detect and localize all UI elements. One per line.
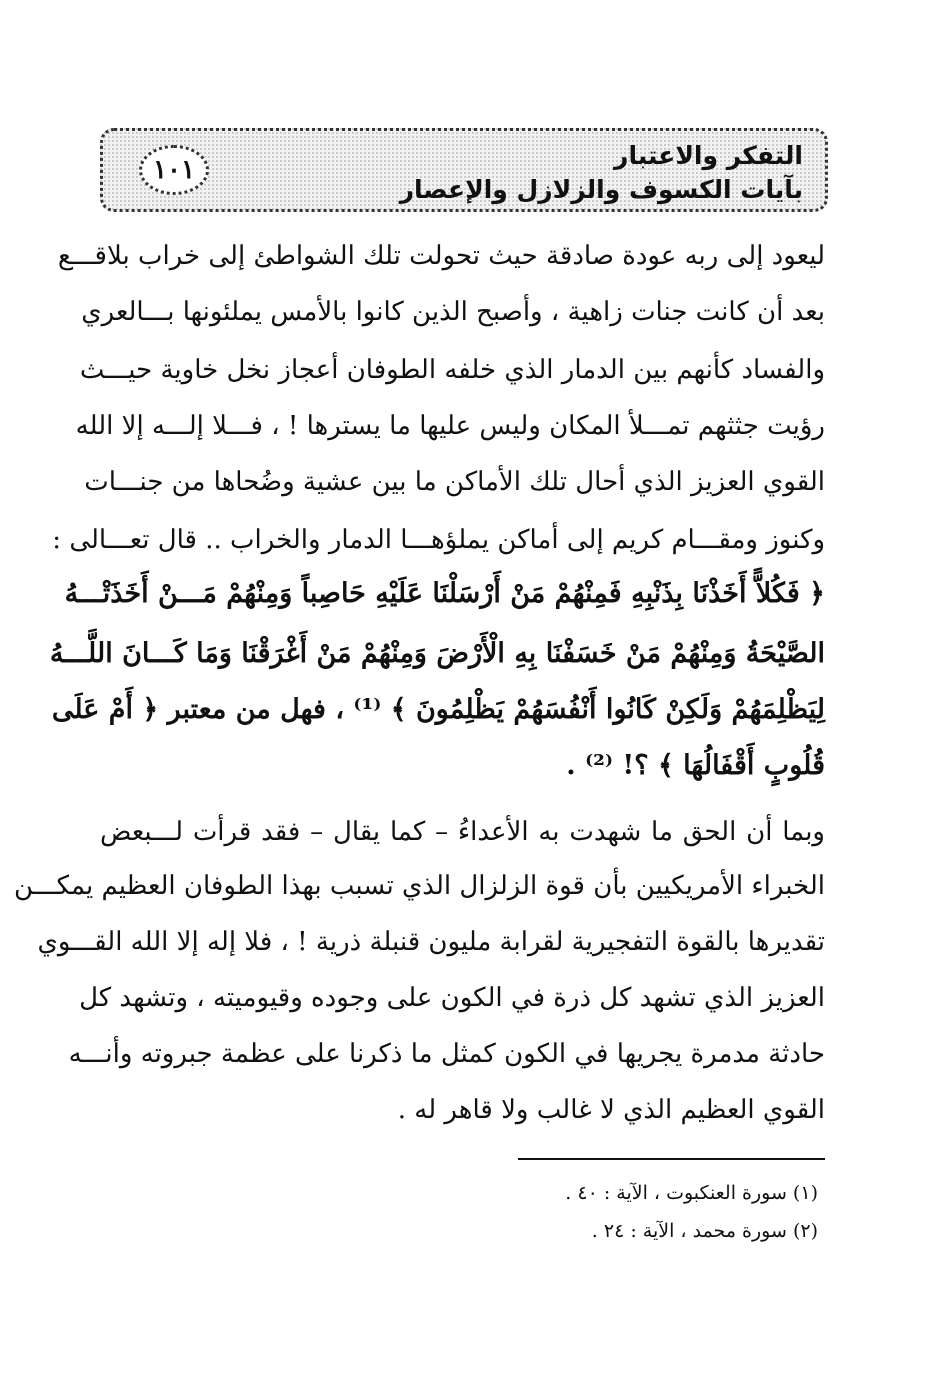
body-line: بعد أن كانت جنات زاهية ، وأصبح الذين كانوا بالأمس يملئونها بـــالعري bbox=[81, 297, 825, 327]
body-line: وكنوز ومقـــام كريم إلى أماكن يملؤهـــا الدمار والخراب .. قال تعـــالى : bbox=[52, 525, 825, 555]
body-line: الخبراء الأمريكيين بأن قوة الزلزال الذي تسبب بهذا الطوفان العظيم يمكـــن bbox=[13, 871, 825, 901]
footnote-separator bbox=[518, 1158, 825, 1160]
body-line: وبما أن الحق ما شهدت به الأعداءُ – كما يقال – فقد قرأت لـــبعض bbox=[100, 817, 825, 847]
body-line: العزيز الذي تشهد كل ذرة في الكون على وجوده وقيوميته ، وتشهد كل bbox=[79, 983, 825, 1013]
header-title-line1: التفكر والاعتبار bbox=[614, 141, 803, 170]
body-line: حادثة مدمرة يجريها في الكون كمثل ما ذكرنا على عظمة جبروته وأنـــه bbox=[68, 1039, 825, 1069]
header-title-line2: بآيات الكسوف والزلازل والإعصار bbox=[399, 175, 803, 204]
body-line: رؤيت جثثهم تمـــلأ المكان وليس عليها ما يسترها ! ، فـــلا إلـــه إلا الله bbox=[75, 411, 825, 441]
quran-verse-line: الصَّيْحَةُ وَمِنْهُمْ مَنْ خَسَفْنَا بِهِ الْأَرْضَ وَمِنْهُمْ مَنْ أَغْرَقْنَا وَمَا كَـــانَ اللَّـــهُ bbox=[49, 638, 825, 669]
quran-verse-line: قُلُوبٍ أَقْفَالُهَا ﴾ ؟! ⁽²⁾ . bbox=[566, 750, 825, 781]
chapter-header bbox=[100, 128, 828, 212]
quran-verse-line: لِيَظْلِمَهُمْ وَلَكِنْ كَانُوا أَنْفُسَهُمْ يَظْلِمُونَ ﴾ ⁽¹⁾ ، فهل من معتبر ﴿ أَمْ عَلَى bbox=[51, 694, 825, 725]
footnote-1: (١) سورة العنكبوت ، الآية : ٤٠ . bbox=[565, 1182, 818, 1204]
footnote-2: (٢) سورة محمد ، الآية : ٢٤ . bbox=[591, 1220, 818, 1242]
body-line: والفساد كأنهم بين الدمار الذي خلفه الطوفان أعجاز نخل خاوية حيـــث bbox=[79, 355, 825, 385]
page-number: ١٠١ bbox=[139, 145, 209, 195]
quran-verse-line: ﴿ فَكُلاًّ أَخَذْنَا بِذَنْبِهِ فَمِنْهُمْ مَنْ أَرْسَلْنَا عَلَيْهِ حَاصِباً وَمِنْهُمْ مَـــنْ أَخَذَتْـــهُ bbox=[64, 578, 825, 609]
body-line: القوي العزيز الذي أحال تلك الأماكن ما بين عشية وضُحاها من جنـــات bbox=[84, 467, 825, 497]
body-line: تقديرها بالقوة التفجيرية لقرابة مليون قنبلة ذرية ! ، فلا إله إلا الله القـــوي bbox=[37, 927, 825, 957]
body-line: ليعود إلى ربه عودة صادقة حيث تحولت تلك الشواطئ إلى خراب بلاقـــع bbox=[57, 241, 825, 271]
body-line: القوي العظيم الذي لا غالب ولا قاهر له . bbox=[397, 1095, 825, 1125]
